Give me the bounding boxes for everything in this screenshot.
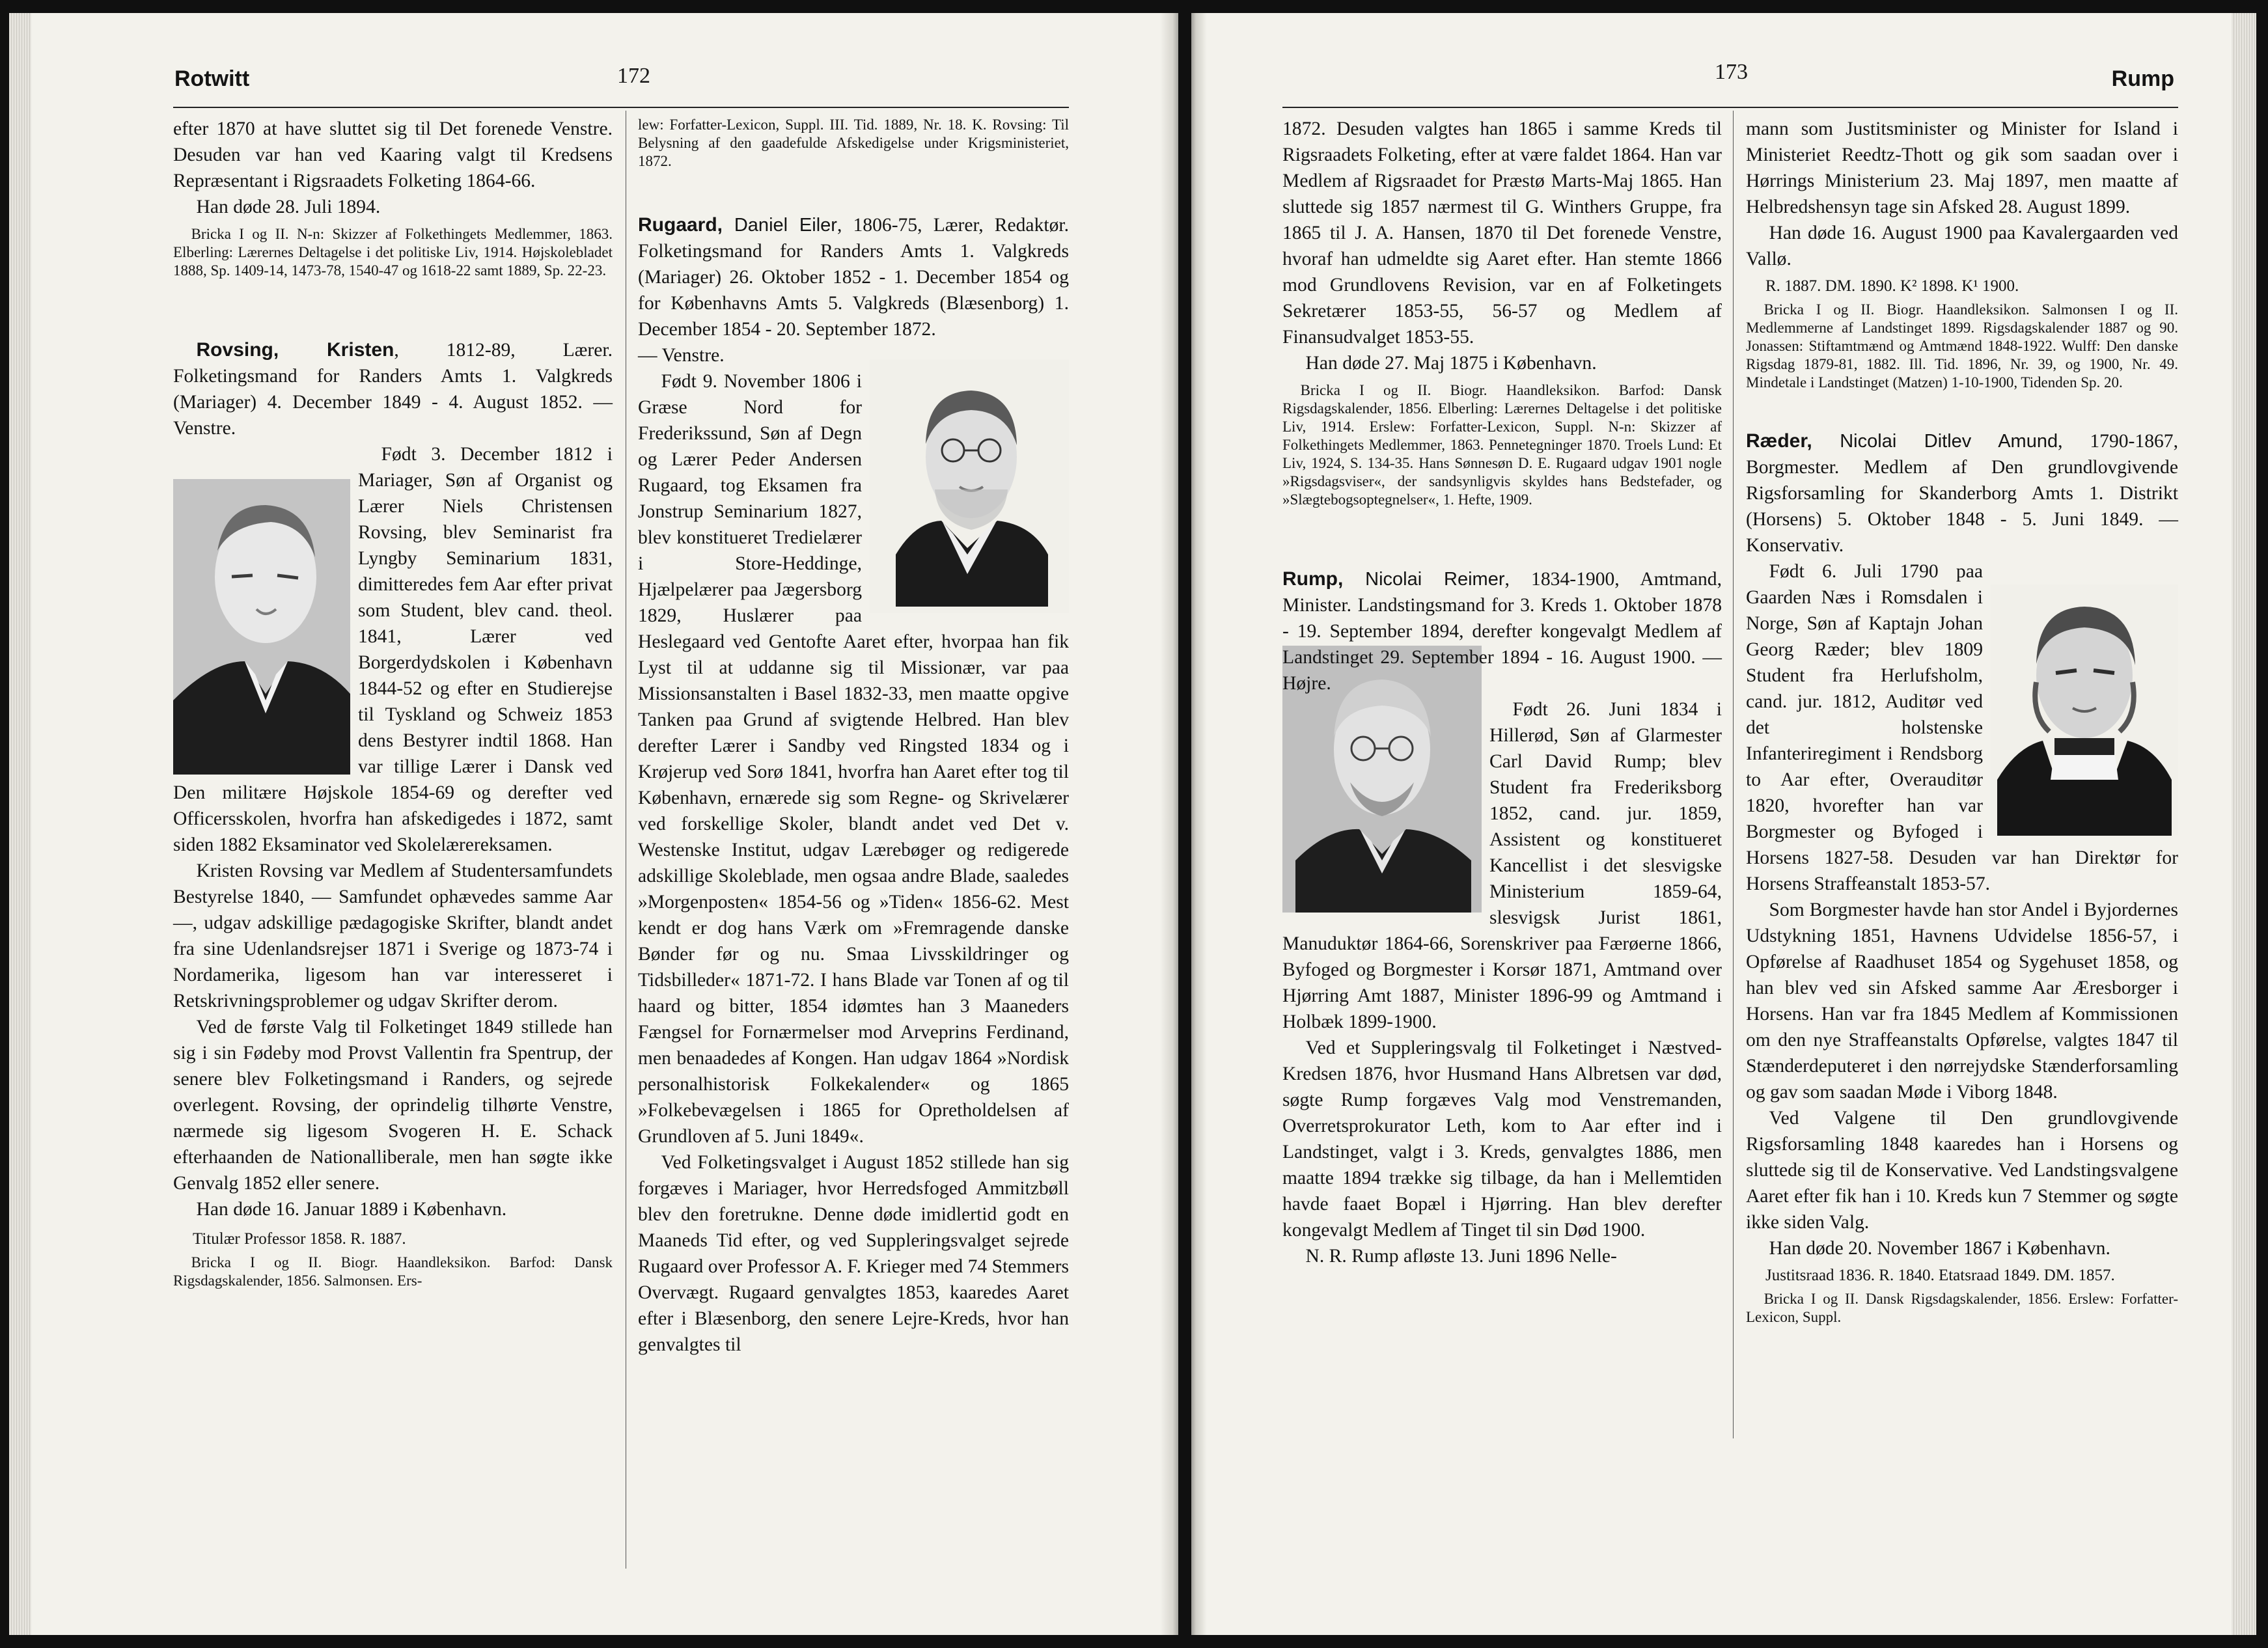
paragraph: mann som Justitsminister og Minister for Island i Ministeriet Reedtz-Thott og gik som saadan over i Hørrings Ministerium 23. Maj 1897, men maatte af Helbredshensyn tage sin Afsked 28. August 1899. xyxy=(1746,118,2178,217)
paragraph: Han døde 20. November 1867 i København. xyxy=(1769,1238,2110,1259)
bibliography: Bricka I og II. Dansk Rigsdagskalender, 1856. Erslew: Forfatter-Lexicon, Suppl. xyxy=(1746,1291,2178,1325)
paragraph: Han døde 16. August 1900 paa Kavalergaarden ved Vallø. xyxy=(1746,223,2178,269)
page-edge-stack xyxy=(2232,13,2256,1635)
paragraph: Født 6. Juli 1790 paa Gaarden Næs i Romsdalen i Norge, Søn af Kaptajn Johan Georg Ræder; blev 1809 Student fra Herlufsholm, cand. jur. 1812, Auditør ved det holstenske Infanteriregiment i Rendsborg to Aar efter, Overauditør 1820, hvorefter han var Borgmester og Byfoged i Horsens 1827-58. Desuden var han Direktør for Horsens Straffeanstalt 1853-57. xyxy=(1746,561,2178,894)
paragraph: Ved Valgene til Den grundlovgivende Rigsforsamling 1848 kaaredes han i Horsens og sluttede sig til de Konservative. Ved Landstingsvalgene Aaret efter fik han i 10. Kreds kun 7 Stemmer og søgte ikke siden Valg. xyxy=(1746,1108,2178,1233)
running-head: Rotwitt xyxy=(174,66,250,91)
portrait-raeder xyxy=(1991,584,2178,836)
entry-heading-raeder xyxy=(1746,428,2178,558)
column-left-1 xyxy=(173,116,613,1293)
entry-first-names: Nicolai Reimer xyxy=(1343,569,1505,590)
column-right-2 xyxy=(1746,116,2178,1329)
page-number: 173 xyxy=(1715,60,1748,84)
paragraph: Kristen Rovsing var Medlem af Studentersamfundets Bestyrelse 1840, — Samfundet ophævedes samme Aar —, udgav adskillige pædagogiske Skrifter, blandt andet fra sine Udenlandsrejser 1871 i Sverige og 1873-74 i Nordamerika, ligesom han var interesseret i Retskrivningsproblemer og udgav Skrifter derom. xyxy=(173,860,613,1011)
header-rule xyxy=(173,107,1069,108)
entry-first-names: Daniel Eiler xyxy=(723,215,837,236)
page-number: 172 xyxy=(617,64,650,88)
paragraph: Født 9. November 1806 i Græse Nord for Frederikssund, Søn af Degn og Lærer Peder Andersen Rugaard, tog Eksamen fra Jonstrup Seminarium 1827, blev konstitueret Tredielærer i Store-Heddinge, Hjælpelærer paa Jægersborg 1829, Huslærer paa Heslegaard ved Gentofte Aaret efter, hvorpaa han fik Lyst til at uddanne sig til Missionær, var paa Missionsanstalten i Basel 1832-33, men maatte opgive Tanken paa Grund af svigtende Helbred. Han blev derefter Lærer i Sandby ved Ringsted 1834 og i Krøjerup ved Sorø 1841, hvorfra han Aaret efter tog til København, ernærede sig som Regne- og Skrivelærer ved forskellige Skoler, blandt andet ved Det v. Westenske Institut, udgav Lærebøger og redigerede adskillige Skoleblade, men ogsaa andre Blade, saaledes »Morgenposten« 1854-56 og »Tiden« 1856-62. Mest kendt er dog hans Værk om »Fremragende danske Bønder før og nu. Smaa Livsskildringer og Tidsbilleder« 1871-72. I hans Blade var Tonen af og til haard og bitter, 1854 idømtes han 3 Maaneders Fængsel for Fornærmelser mod Arveprins Ferdinand, men benaadedes af Kongen. Han udgav 1864 »Nordisk personalhistorisk Folkekalender« og 1865 »Folkebevægelsen i 1865 for Opretholdelsen af Grundloven af 5. Juni 1849«. xyxy=(638,368,1069,1149)
paragraph: Født 26. Juni 1834 i Hillerød, Søn af Glarmester Carl David Rump; blev Student fra Frederiksborg 1852, cand. jur. 1859, Assistent og konstitueret Kancellist i det slesvigske Ministerium 1859-64, slesvigsk Jurist 1861, Manuduktør 1864-66, Sorenskriver paa Færøerne 1866, Byfoged og Borgmester i Korsør 1871, Amtmand over Hjørring Amt 1887, Minister 1896-99 og Amtmand i Holbæk 1899-1900. xyxy=(1282,696,1722,1035)
entry-name: Rugaard, xyxy=(638,214,723,236)
party-line: — Venstre. xyxy=(638,345,725,366)
entry-name: Rump, xyxy=(1282,568,1344,590)
column-left-2 xyxy=(638,116,1069,1358)
paragraph: Født 3. December 1812 i Mariager, Søn af Organist og Lærer Niels Christensen Rovsing, blev Seminarist fra Lyngby Seminarium 1831, dimitteredes fem Aar efter privat som Student, blev cand. theol. 1841, Lærer ved Borgerdydskolen i København 1844-52 og efter en Studierejse til Tyskland og Schweiz 1853 dens Bestyrer indtil 1868. Han var tillige Lærer i Dansk ved Den militære Højskole 1854-69 og derefter ved Officersskolen, hvorfra han afskedigedes i 1872, samt siden 1882 Eksaminator ved Skolelærereksamen. xyxy=(173,444,613,855)
honours: Titulær Professor 1858. R. 1887. xyxy=(193,1230,406,1248)
entry-intro: , 1812-89, Lærer. Folketingsmand for Randers Amts 1. Valgkreds (Mariager) 4. December 1849 - 4. August 1852. — Venstre. xyxy=(173,340,613,439)
paragraph: Han døde 28. Juli 1894. xyxy=(196,197,381,217)
gutter-shadow xyxy=(1160,13,1178,1635)
bibliography: Bricka I og II. Biogr. Haandleksikon. Barfod: Dansk Rigsdagskalender, 1856. Elberling: Lærernes Deltagelse i det politiske Liv, 1914. Erslew: Forfatter-Lexicon, Suppl. N-n: Skizzer af Folkethingets Medlemmer, 1863. Pennetegninger 1870. Troels Lund: Et Liv, 1924, S. 134-35. Hans Sønnesøn D. E. Rugaard udgav 1901 nogle »Rigsdagsviser«, der sandsynligvis skyldes hans Bedstefader, og »Slægtebogsoptegnelser«, 1. Hefte, 1909. xyxy=(1282,382,1722,508)
entry-name: Ræder, xyxy=(1746,430,1812,452)
header-rule xyxy=(1282,107,2178,108)
entry-intro: , 1834-1900, Amtmand, Minister. Landstingsmand for 3. Kreds 1. Oktober 1878 - 19. September 1894, derefter kongevalgt Medlem af Landstinget 29. September 1894 - 16. August 1900. — Højre. xyxy=(1282,569,1722,694)
page-header xyxy=(174,55,1066,100)
portrait-rugaard xyxy=(870,359,1069,613)
paragraph: Som Borgmester havde han stor Andel i Byjordernes Udstykning 1851, Havnens Udvidelse 1856-57, i Opførelse af Raadhuset 1854 og Sygehuset 1858, og han blev ved sin Afsked samme Aar Æresborger i Horsens. Han var fra 1845 Medlem af Kommissionen om den nye Straffeanstalts Opførelse, valgtes 1847 til Stænderdeputeret i den nørrejydske Stænderforsamling og gav som saadan Møde i Viborg 1848. xyxy=(1746,900,2178,1103)
paragraph: 1872. Desuden valgtes han 1865 i samme Kreds til Rigsraadets Folketing, efter at være faldet 1864. Han var Medlem af Rigsraadet for Præstø Marts-Maj 1865. Han sluttede sig 1857 nærmest til G. Winthers Gruppe, fra 1865 til J. A. Hansen, 1870 til Det forenede Venstre, hvoraf han udmeldte sig Aaret efter. Han stemte 1866 mod Grundlovens Revision, var en af Folketingets Sekretærer 1853-55, 56-57 og Medlem af Finansudvalget 1853-55. xyxy=(1282,118,1722,348)
paragraph: N. R. Rump afløste 13. Juni 1896 Nelle- xyxy=(1305,1246,1617,1267)
bibliography: Bricka I og II. Biogr. Haandleksikon. Salmonsen I og II. Medlemmerne af Landstinget 1899. Rigsdagskalender 1887 og 90. Jonassen: Stiftamtmænd og Amtmænd 1848-1922. Wulff: Den danske Rigsdag 1879-81, 1882. Ill. Tid. 1896, Nr. 39, og 1900, Nr. 49. Mindetale i Landstinget (Matzen) 1-10-1900, Tidenden Sp. 20. xyxy=(1746,301,2178,391)
entry-name: Rovsing, Kristen xyxy=(196,339,394,361)
paragraph: Ved Folketingsvalget i August 1852 stillede han sig forgæves i Mariager, hvor Herredsfoged Ammitzbøll blev den foretrukne. Denne døde imidlertid godt en Maaneds Tid efter, og ved Suppleringsvalget sejrede Rugaard over Professor A. F. Krieger med 74 Stemmers Overvægt. Rugaard genvalgtes 1853, kaaredes Aaret efter i Blæsenborg, den senere Lejre-Kreds, hvor han genvalgtes til xyxy=(638,1152,1069,1355)
bibliography: Bricka I og II. Biogr. Haandleksikon. Barfod: Dansk Rigsdagskalender, 1856. Salmonsen. Ers- xyxy=(173,1254,613,1289)
paragraph: Han døde 27. Maj 1875 i København. xyxy=(1305,353,1597,374)
column-divider xyxy=(1733,111,1734,1438)
entry-heading-rovsing xyxy=(173,337,613,441)
right-page xyxy=(1191,13,2256,1635)
page-header xyxy=(1282,55,2174,100)
gutter-shadow xyxy=(1191,13,1207,1635)
entry-first-names: Nicolai Ditlev Amund xyxy=(1812,431,2058,452)
paragraph: Ved de første Valg til Folketinget 1849 stillede han sig i sin Fødeby mod Provst Vallentin fra Spentrup, der senere blev Folketingsmand i Randers, og sejrede overlegent. Rovsing, der oprindelig tilhørte Venstre, nærmede sig ligesom Svogeren H. E. Schack efterhaanden de Nationalliberale, men han søgte ikke Genvalg 1852 eller senere. xyxy=(173,1017,613,1194)
honours: R. 1887. DM. 1890. K² 1898. K¹ 1900. xyxy=(1765,277,2019,295)
portrait-rovsing xyxy=(173,479,350,775)
left-page xyxy=(9,13,1178,1635)
paragraph: Han døde 16. Januar 1889 i København. xyxy=(196,1199,507,1220)
running-head: Rump xyxy=(2111,66,2174,91)
page-edge-stack xyxy=(9,13,31,1635)
honours: Justitsraad 1836. R. 1840. Etatsraad 1849. DM. 1857. xyxy=(1765,1267,2115,1284)
paragraph: Ved et Suppleringsvalg til Folketinget i Næstved-Kredsen 1876, hvor Husmand Hans Albretsen var død, søgte Rump forgæves Valg mod Venstremanden, Overretsprokurator Leth, kom to Aar efter ind i Landstinget, valgt i 3. Kreds, genvalgtes 1886, men maatte 1894 trække sig tilbage, da han i Mellemtiden havde faaet Bopæl i Hjørring. Han blev derefter kongevalgt Medlem af Tinget til sin Død 1900. xyxy=(1282,1037,1722,1241)
entry-heading-rugaard xyxy=(638,212,1069,342)
bibliography: lew: Forfatter-Lexicon, Suppl. III. Tid. 1889, Nr. 18. K. Rovsing: Til Belysning af den gaadefulde Afskedigelse under Krigsministeriet, 1872. xyxy=(638,117,1069,169)
column-right-1 xyxy=(1282,116,1722,1269)
paragraph: efter 1870 at have sluttet sig til Det forenede Venstre. Desuden var han ved Kaaring valgt til Kredsens Repræsentant i Rigsraadets Folketing 1864-66. xyxy=(173,118,613,191)
entry-intro: , 1806-75, Lærer, Redaktør. Folketingsmand for Randers Amts 1. Valgkreds (Mariager) 26. Oktober 1852 - 1. December 1854 og for Københavns Amts 5. Valgkreds (Blæsenborg) 1. December 1854 - 20. September 1872. xyxy=(638,215,1070,340)
bibliography: Bricka I og II. N-n: Skizzer af Folkethingets Medlemmer, 1863. Elberling: Lærernes Deltagelse i det politiske Liv, 1914. Højskolebladet 1888, Sp. 1409-14, 1473-78, 1540-47 og 1618-22 samt 1889, Sp. 22-23. xyxy=(173,226,613,279)
entry-intro: , 1790-1867, Borgmester. Medlem af Den grundlovgivende Rigsforsamling for Skanderborg Amts 1. Distrikt (Horsens) 5. Oktober 1848 - 5. Juni 1849. — Konservativ. xyxy=(1746,431,2178,556)
